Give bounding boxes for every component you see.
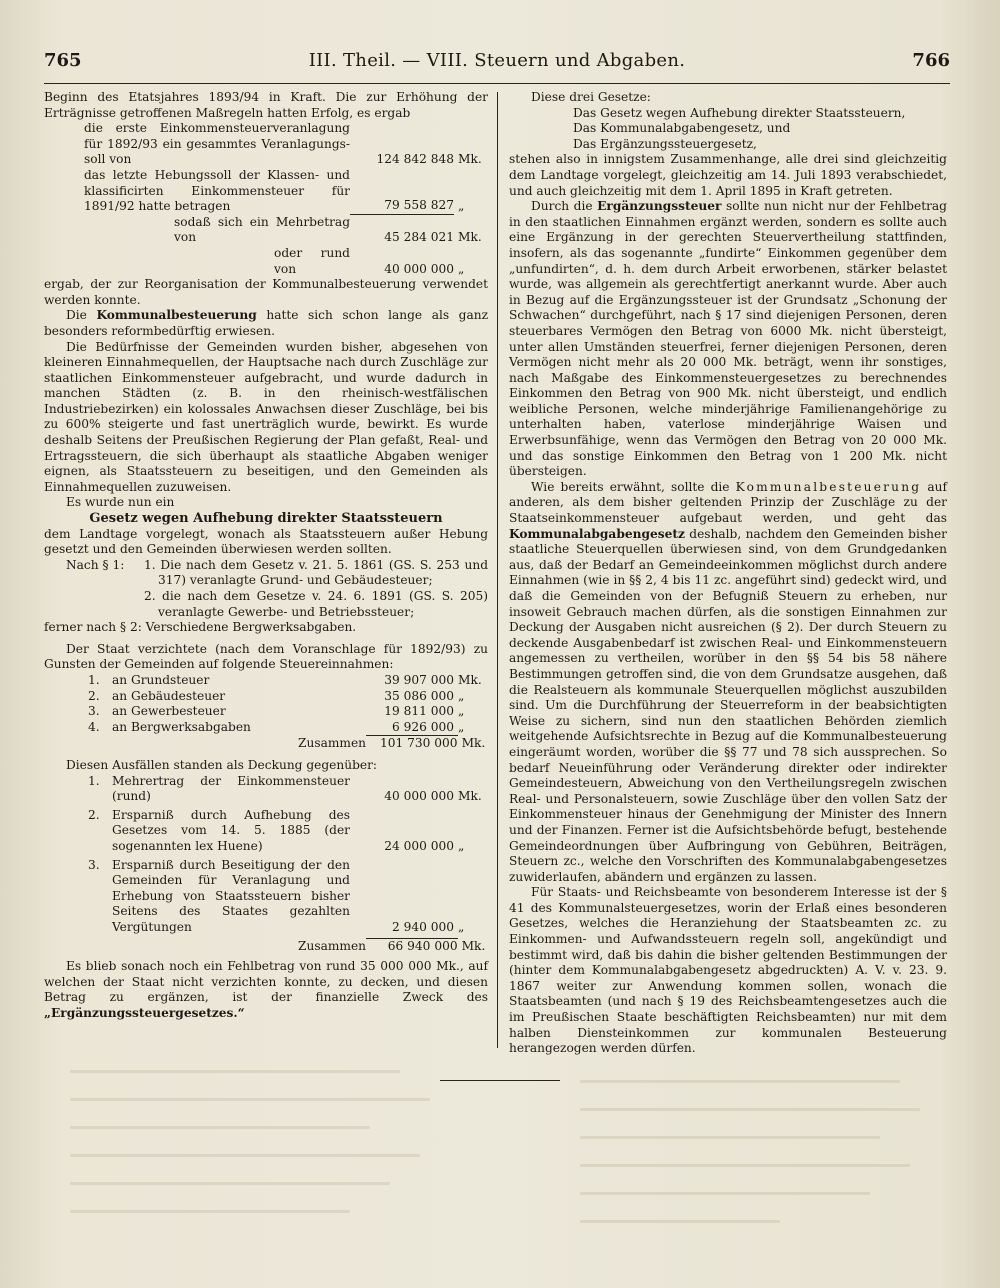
amount-unit: „ [458, 199, 465, 214]
amount-label: oder rund von [274, 245, 350, 276]
bleed-through-texture [60, 1050, 460, 1230]
text-span: sollte nun nicht nur der Fehlbetrag in den staatlichen Einnahmen ergänzt werden, sondern es sollte auch eine Ergänzung in der gerechten Steuervertheilung stattfinden, insofern, als das sogenannte „fundirte“ Einkommen gegenüber dem „unfundirten“, d. h. dem durch Arbeit erworbenen, stärker belastet wurde, was allgemein als gerechtfertigt anerkannt wurde. Aber auch in Bezug auf die Ergänzungssteuer ist der Grundsatz „Schonung der Schwachen“ durchgeführt, nach § 17 sind diejenigen Personen, deren steuerbares Vermögen den Betrag von 6000 Mk. nicht übersteigt, unter allen Umständen steuerfrei, ferner diejenigen Personen, deren Vermögen nicht mehr als 20 000 Mk. beträgt, wenn ihr sonstiges, nach Maßgabe des Einkommensteuergesetzes zu berechnendes Einkommen den Betrag von 900 Mk. nicht übersteigt, und endlich weibliche Personen, welche minderjährige Familienangehörige zu unterhalten haben, vaterlose minderjährige Waisen und Erwerbsunfähige, wenn das Vermögen den Betrag von 20 000 Mk. und das sonstige Einkommen den Betrag von 1 200 Mk. nicht übersteigen. [509, 199, 947, 479]
amount-value: 45 284 021 [384, 230, 454, 245]
item-unit: „ [458, 719, 465, 734]
amount-unit: Mk. [458, 152, 482, 167]
bold-term: Kommunalabgabengesetz [509, 526, 685, 541]
item-amount: 6 926 000 [391, 719, 454, 734]
law-item: Das Ergänzungssteuergesetz, [573, 136, 757, 151]
sum-value: 66 940 000 [366, 938, 458, 955]
item-unit: Mk. [458, 672, 482, 687]
left-column [44, 90, 488, 1021]
amount-row [88, 673, 488, 689]
amount-row [88, 689, 488, 705]
amount-row-first-assessment [44, 121, 488, 168]
amount-value: 79 558 827 [350, 198, 454, 215]
item-number: 1. [88, 672, 100, 687]
section-ref: Nach § 1: [66, 557, 125, 572]
laws-list [509, 106, 947, 153]
paragraph-staat-verzichtete: Der Staat verzichtete (nach dem Voranschlage für 1892/93) zu Gunsten der Gemeinden auf folgende Steuereinnahmen: [44, 641, 488, 672]
amount-row [88, 808, 488, 855]
text-span: Es blieb sonach noch ein Fehlbetrag von rund 35 000 000 Mk., auf welchen der Staat nicht verzichten konnte, zu decken, und diesen Betrag zu ergänzen, ist der finanzielle Zweck des [44, 959, 488, 1005]
item-amount: 19 811 000 [384, 704, 454, 719]
item-amount: 39 907 000 [384, 672, 454, 687]
amount-label: die erste Einkommensteuerveranlagung für 1892/93 ein gesammtes Veranlagungs-soll von [84, 121, 350, 167]
right-column [509, 90, 947, 1057]
text-span: auf anderen, als dem bisher geltenden Prinzip der Zuschläge zu der Staatseinkommensteuer aufgebaut werden, und geht das [509, 479, 948, 526]
paragraph-deckung: Diesen Ausfällen standen als Deckung gegenüber: [66, 757, 378, 772]
amount-value: 124 842 848 [376, 152, 454, 167]
page-header [44, 50, 950, 80]
law-item: Das Kommunalabgabengesetz, und [573, 121, 791, 136]
item-unit: „ [458, 704, 465, 719]
list-item: 1. Die nach dem Gesetz v. 21. 5. 1861 (GS. S. 253 und 317) veranlagte Grund- und Gebäudesteuer; [144, 557, 488, 588]
text-span: Durch die [531, 199, 593, 214]
amount-row-rounded [44, 246, 488, 277]
sum-label: Zusammen [298, 939, 367, 954]
item-amount: 40 000 000 [384, 789, 454, 804]
cover-items-table [44, 774, 488, 936]
item-amount: 35 086 000 [384, 688, 454, 703]
item-number: 1. [88, 773, 100, 788]
paragraph-es-wurde: Es wurde nun ein [66, 495, 175, 510]
column-divider [497, 92, 498, 1048]
header-rule [44, 83, 950, 84]
amount-label: das letzte Hebungssoll der Klassen- und klassificirten Einkommensteuer für 1891/92 hatte betragen [84, 167, 350, 214]
item-number: 4. [88, 719, 100, 734]
intro-paragraph: Beginn des Etatsjahres 1893/94 in Kraft. Die zur Erhöhung der Erträgnisse getroffenen Maßregeln hatten Erfolg, es ergab [44, 90, 488, 120]
amount-row-surplus [44, 215, 488, 246]
running-title: III. Theil. — VIII. Steuern und Abgaben. [308, 50, 686, 71]
amount-row [88, 704, 488, 720]
item-unit: Mk. [458, 789, 482, 804]
item-amount: 24 000 000 [384, 838, 454, 853]
paragraph-reorganisation: ergab, der zur Reorganisation der Kommunalbesteuerung verwendet werden konnte. [44, 277, 488, 307]
item-number: 2. [88, 688, 100, 703]
text-span: hatte sich schon lange als ganz besonders reformbedürftig erwiesen. [44, 308, 489, 338]
text-span: Wie bereits erwähnt, sollte die [531, 479, 730, 494]
section-2: ferner nach § 2: Verschiedene Bergwerksabgaben. [44, 620, 357, 635]
item-label: an Gewerbesteuer [112, 704, 226, 719]
item-label: Mehrertrag der Einkommensteuer (rund) [112, 773, 350, 804]
item-label: Ersparniß durch Aufhebung des Gesetzes vom 14. 5. 1885 (der sogenannten lex Huene) [112, 807, 350, 853]
item-number: 3. [88, 857, 100, 872]
paragraph-ergaenzungssteuer [509, 199, 947, 480]
bleed-through-right [540, 1060, 940, 1240]
law-item: Das Gesetz wegen Aufhebung direkter Staatssteuern, [573, 105, 906, 120]
amount-row [88, 774, 488, 805]
spaced-term: Kommunalbesteuerung [735, 479, 922, 494]
amount-row [88, 858, 488, 936]
item-number: 2. [88, 807, 100, 822]
bleed-through-left [60, 1050, 460, 1230]
bleed-through-texture [540, 1060, 940, 1240]
sum-unit: Mk. [461, 736, 486, 751]
sum-row-1 [44, 735, 488, 752]
paragraph-zusammenhang: stehen also in innigstem Zusammenhange, alle drei sind gleichzeitig dem Landtage vorgelegt, gleichzeitig am 14. Juli 1893 verabschiedet, und auch gleichzeitig mit dem 1. April 1895 in Kraft getreten. [509, 152, 947, 198]
item-unit: „ [458, 919, 465, 934]
sum-value: 101 730 000 [366, 735, 458, 752]
amount-row-last-levy [44, 168, 488, 215]
text-span: deshalb, nachdem den Gemeinden bisher staatliche Steuerquellen überwiesen sind, von dem Grundgedanken aus, daß der Bedarf an Gemeindeeinkommen möglichst durch andere Einnahmen (wie in §§ 2, 4 bis 11 zc. angeführt sind) gedeckt wird, und daß die Gemeinden von der Befugniß Steuern zu erheben, nur insoweit Gebrauch machen dürfen, als die sonstigen Einnahmen zur Deckung der Ausgaben nicht ausreichen (§ 2). Der durch Steuern zu deckende Ausgabenbedarf ist zwischen Real- und Einkommensteuern angemessen zu vertheilen, worüber in den §§ 54 bis 58 nähere Bestimmungen getroffen sind, die von dem Grundsatze ausgehen, daß die Realsteuern als kommunale Steuerquellen möglichst auszubilden sind. Um die Durchführung der Steuerreform in der beabsichtigten Weise zu sichern, sind nun den staatlichen Behörden ziemlich weitgehende Aufsichtsrechte in Bezug auf die Kommunalbesteuerung eingeräumt worden, worüber die §§ 77 und 78 sich aussprechen. So bedarf Neueinführung oder Veränderung direkter oder indirekter Gemeindesteuern, Abweichung von den Vertheilungsregeln zwischen Real- und Personalsteuern, sowie Zuschläge über den vollen Satz der Einkommensteuer hinaus der Genehmigung der Minister des Innern und der Finanzen. Ferner ist die Aufsichtsbehörde befugt, bestehende Gemeindeordnungen über Aufbringung von Gebühren, Beiträgen, Steuern zc., welche den Vorschriften des Kommunalabgabengesetzes zuwiderlaufen, abändern und ergänzen zu lassen. [509, 526, 947, 884]
paragraph-beduerfnisse: Die Bedürfnisse der Gemeinden wurden bisher, abgesehen von kleineren Einnahmequellen, der Hauptsache nach durch Zuschläge zur staatlichen Einkommensteuer aufgebracht, und wurde dadurch in manchen Städten (z. B. in den rheinisch-westfälischen Industriebezirken) ein kolossales Anwachsen dieser Zuschläge, bei bis zu 600% steigerte und fast unerträglich wurde, bewirkt. Es wurde deshalb Seitens der Preußischen Regierung der Plan gefaßt, Real- und Ertragssteuern, die sich überhaupt als staatliche Abgaben weniger eignen, als Staatssteuern zu beseitigen, und den Gemeinden als Einnahmequellen zuzuweisen. [44, 339, 488, 494]
bold-term: „Ergänzungssteuergesetzes.“ [44, 1005, 245, 1020]
page-number-left: 765 [44, 50, 82, 71]
paragraph-kommunal [44, 308, 488, 339]
item-number: 3. [88, 704, 100, 719]
section-1-list [44, 558, 488, 620]
sum-unit: Mk. [461, 939, 486, 954]
item-amount: 2 940 000 [391, 919, 454, 934]
sum-label: Zusammen [298, 736, 367, 751]
item-unit: „ [458, 688, 465, 703]
item-label: an Grundsteuer [112, 672, 210, 687]
laws-intro: Diese drei Gesetze: [531, 90, 651, 104]
bold-term: Kommunalbesteuerung [96, 308, 257, 323]
amount-label: sodaß sich ein Mehrbetrag von [174, 214, 350, 245]
item-label: an Gebäudesteuer [112, 688, 226, 703]
paragraph-landtage: dem Landtage vorgelegt, wonach als Staatssteuern außer Hebung gesetzt und den Gemeinden überwiesen werden sollten. [44, 526, 488, 557]
amount-row [88, 720, 488, 736]
bold-term: Ergänzungssteuer [597, 199, 722, 214]
amount-unit: Mk. [458, 230, 482, 245]
paragraph-kommunalabgabengesetz [509, 480, 947, 885]
law-title: Gesetz wegen Aufhebung direkter Staatssteuern [89, 511, 443, 527]
amount-unit: „ [458, 261, 465, 276]
item-unit: „ [458, 838, 465, 853]
tax-items-table [44, 673, 488, 735]
text-span: Die [66, 308, 87, 323]
item-label: Ersparniß durch Beseitigung der den Gemeinden für Veranlagung und Erhebung von Staatssteuern bisher Seitens des Staates gezahlten Vergütungen [112, 857, 350, 934]
amount-value: 40 000 000 [384, 261, 454, 276]
list-item: 2. die nach dem Gesetze v. 24. 6. 1891 (GS. S. 205) veranlagte Gewerbe- und Betriebssteuer; [144, 589, 488, 619]
paragraph-beamte: Für Staats- und Reichsbeamte von besonderem Interesse ist der § 41 des Kommunalsteuergesetzes, worin der Erlaß eines besonderen Gesetzes, welches die Heranziehung der Staatsbeamten zc. zu Einkommen- und Aufwandssteuern regeln soll, angekündigt und bestimmt wird, daß bis dahin die bisher geltenden Bestimmungen der (hinter dem Kommunalabgabengesetz abgedruckten) A. V. v. 23. 9. 1867 weiter zur Anwendung kommen sollen, wonach die Staatsbeamten (und nach § 19 des Reichsbeamtengesetzes auch die im Preußischen Staate beschäftigten Reichsbeamten) nur mit dem halben Diensteinkommen zur kommunalen Besteuerung herangezogen werden dürfen. [509, 885, 947, 1056]
item-label: an Bergwerksabgaben [112, 719, 251, 734]
page-number-right: 766 [912, 50, 950, 71]
sum-row-2 [44, 938, 488, 955]
paragraph-fehlbetrag [44, 959, 488, 1021]
